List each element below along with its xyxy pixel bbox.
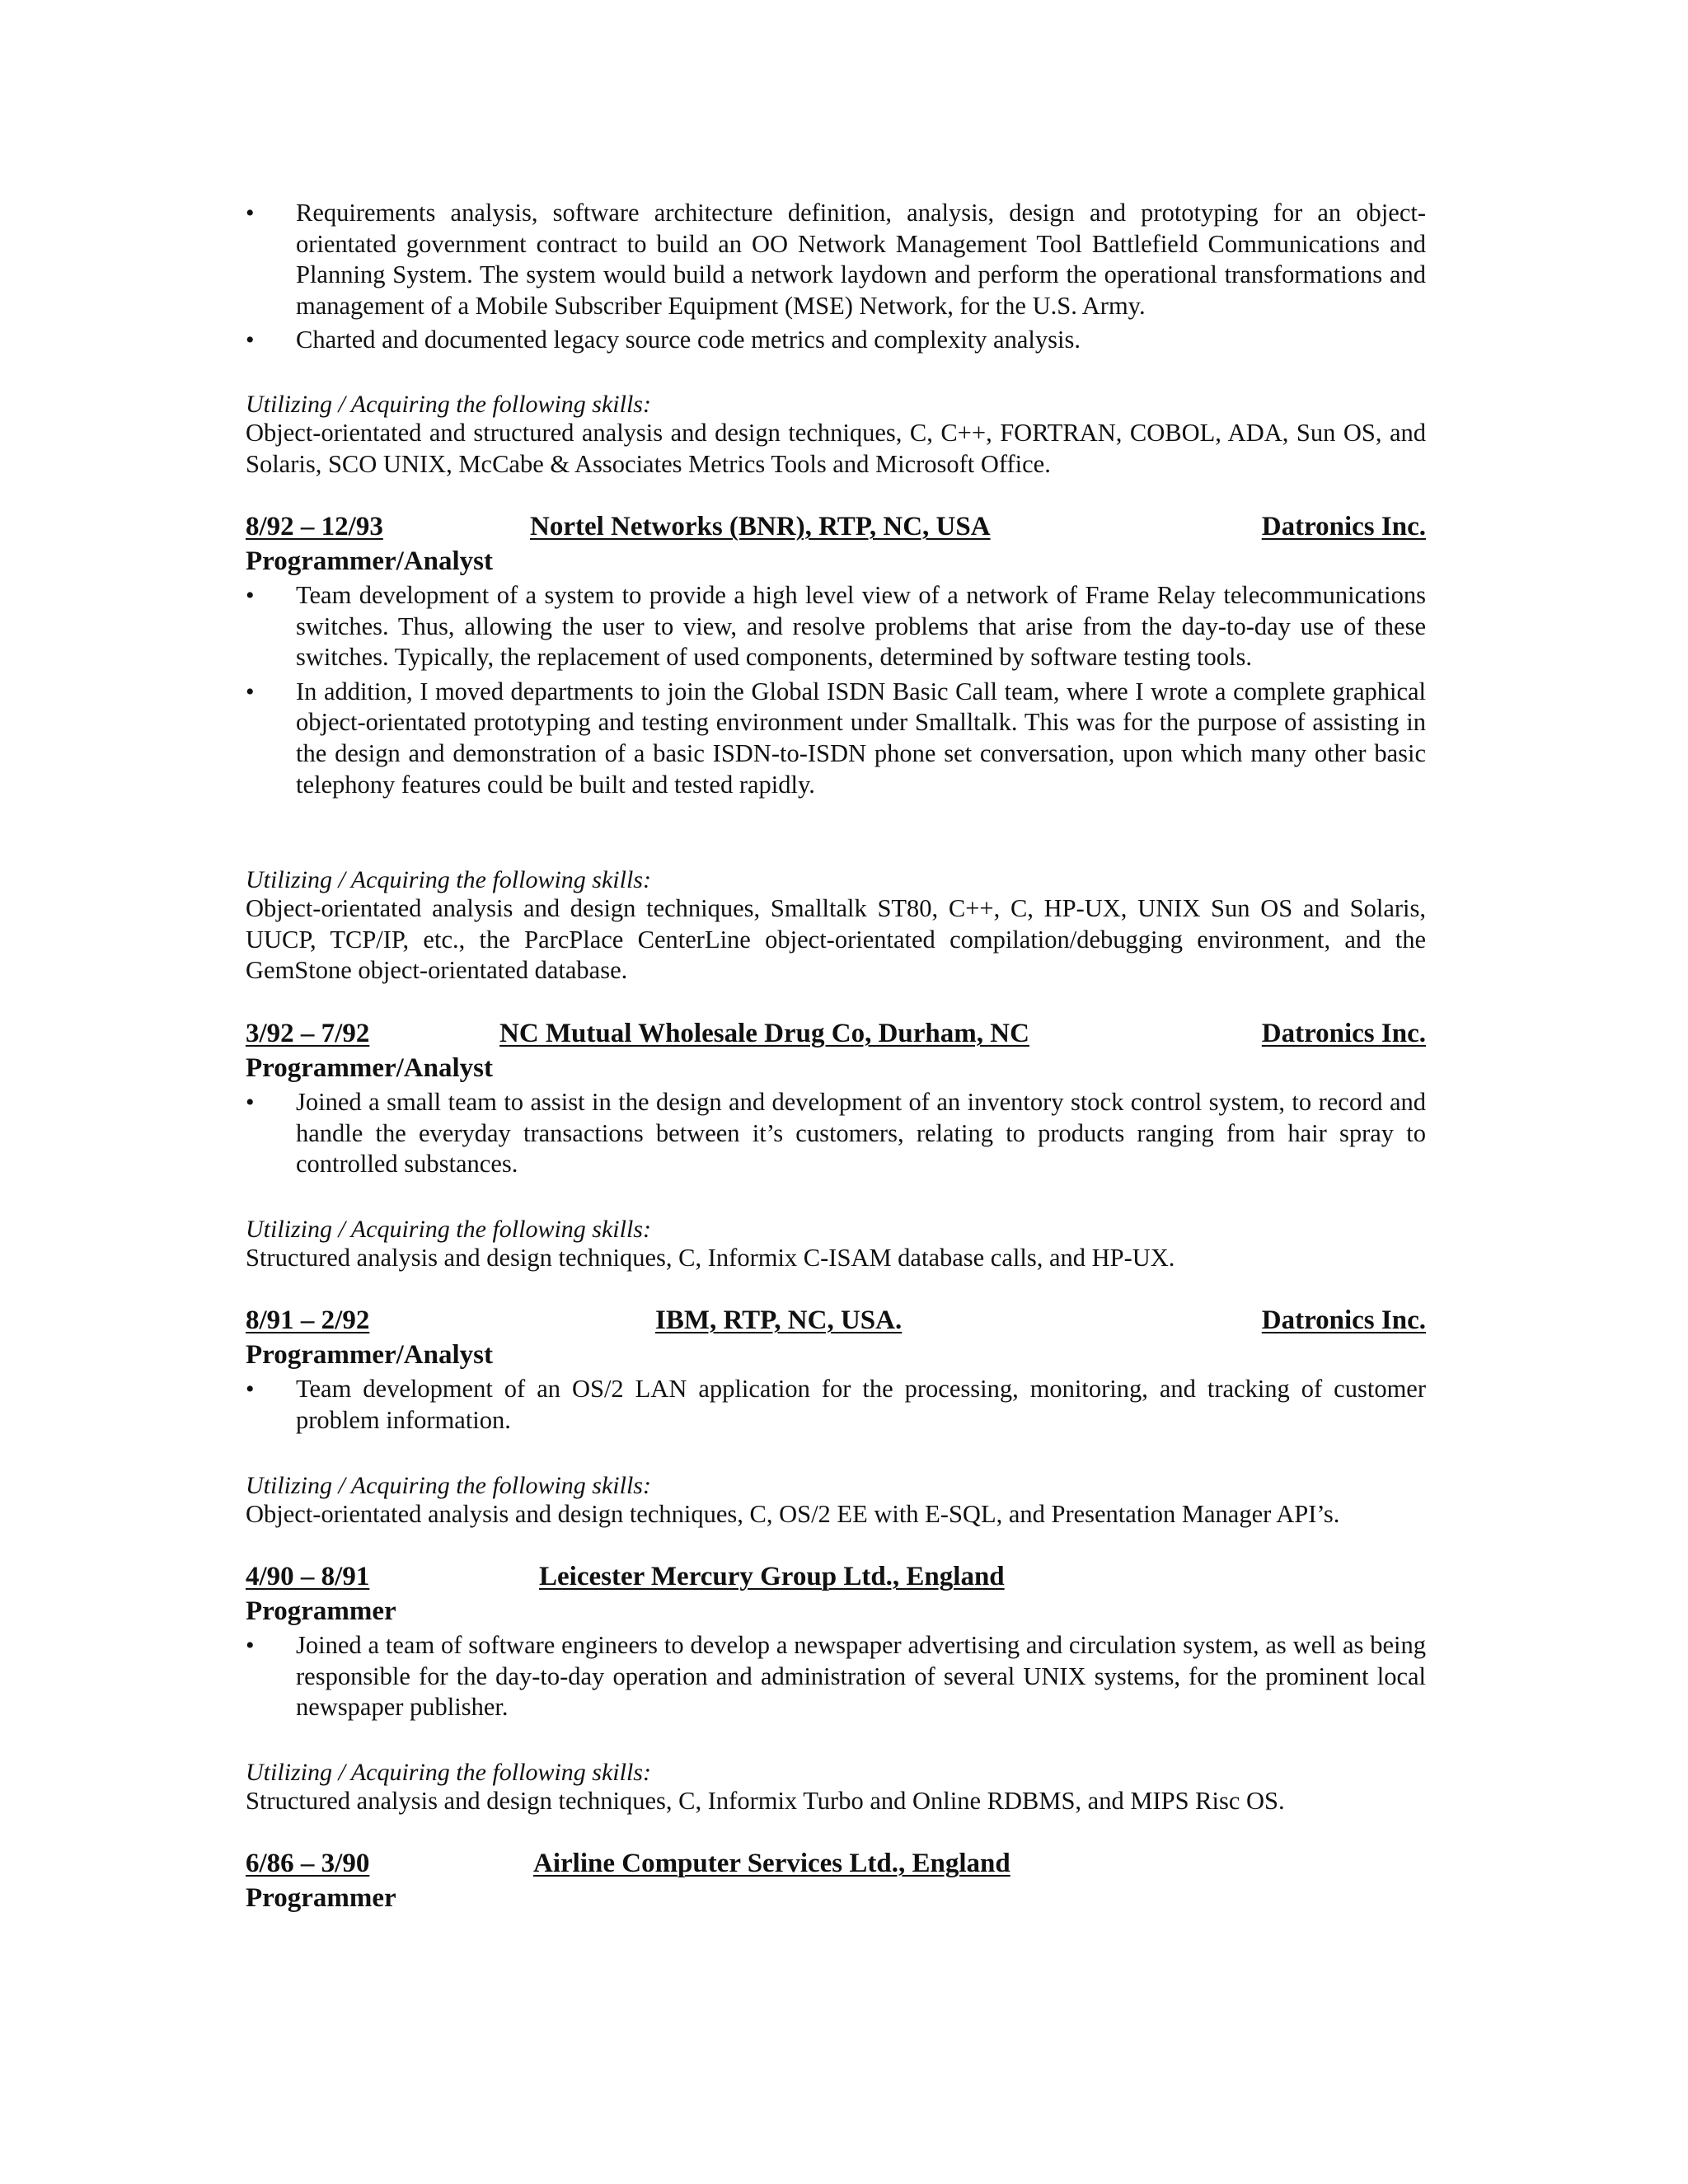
skills-heading: Utilizing / Acquiring the following skills: — [246, 866, 651, 893]
skills-heading: Utilizing / Acquiring the following skills: — [246, 1216, 651, 1243]
job-dates: 4/90 – 8/91 — [246, 1562, 370, 1591]
job-client: Airline Computer Services Ltd., England — [533, 1849, 1010, 1878]
job-title: Programmer — [246, 1883, 396, 1913]
job-company: Datronics Inc. — [1261, 512, 1426, 541]
bullet-item: • Team development of a system to provide a high level view of a network of Frame Relay telecommunications switches. Thus, allowing the user to view, and resolve problems that arise from the day-to-day use of these switches. Typically, the replacement of used components, determined by software testing tools. — [246, 580, 1426, 673]
job-dates: 8/91 – 2/92 — [246, 1305, 370, 1335]
skills-heading: Utilizing / Acquiring the following skills: — [246, 391, 651, 418]
job-title: Programmer/Analyst — [246, 1053, 493, 1083]
job-header — [246, 1845, 1426, 1882]
bullet-item: • Joined a small team to assist in the design and development of an inventory stock control system, to record and handle the everyday transactions between it’s customers, relating to products ranging from hair spray to controlled substances. — [246, 1087, 1426, 1180]
job-header — [246, 1302, 1426, 1338]
skills-heading: Utilizing / Acquiring the following skills: — [246, 1472, 651, 1499]
job-client: Leicester Mercury Group Ltd., England — [539, 1562, 1005, 1591]
bullet-item: • Team development of an OS/2 LAN application for the processing, monitoring, and tracking of customer problem information. — [246, 1374, 1426, 1436]
job-dates: 6/86 – 3/90 — [246, 1849, 370, 1878]
job-client: Nortel Networks (BNR), RTP, NC, USA — [530, 512, 991, 541]
skills-text: Object-orientated and structured analysis and design techniques, C, C++, FORTRAN, COBOL, ADA, Sun OS, and Solaris, SCO UNIX, McCabe & Associates Metrics Tools and Microsoft Office. — [246, 419, 1426, 478]
job-title: Programmer — [246, 1596, 396, 1626]
job-dates: 8/92 – 12/93 — [246, 512, 383, 541]
bullet-item: • Joined a team of software engineers to develop a newspaper advertising and circulation system, as well as being responsible for the day-to-day operation and administration of several UNIX systems, for the prominent local newspaper publisher. — [246, 1630, 1426, 1723]
skills-heading: Utilizing / Acquiring the following skills: — [246, 1759, 651, 1786]
job-header — [246, 1558, 1426, 1595]
job-header — [246, 1015, 1426, 1052]
skills-text: Structured analysis and design techniques, C, Informix C-ISAM database calls, and HP-UX. — [246, 1244, 1175, 1272]
bullet-item: • In addition, I moved departments to join the Global ISDN Basic Call team, where I wrote a complete graphical object-orientated prototyping and testing environment under Smalltalk. This was for the purpose of assisting in the design and demonstration of a basic ISDN-to-ISDN phone set conversation, upon which many other basic telephony features could be built and tested rapidly. — [246, 677, 1426, 800]
job-bullet-list — [246, 1374, 1426, 1439]
job-bullet-list — [246, 1630, 1426, 1727]
intro-bullet-list — [246, 198, 1426, 359]
job-client: NC Mutual Wholesale Drug Co, Durham, NC — [499, 1019, 1029, 1048]
job-title: Programmer/Analyst — [246, 546, 493, 576]
job-bullet-list — [246, 1087, 1426, 1183]
job-title: Programmer/Analyst — [246, 1340, 493, 1370]
job-client: IBM, RTP, NC, USA. — [655, 1305, 903, 1335]
skills-text: Object-orientated analysis and design techniques, Smalltalk ST80, C++, C, HP-UX, UNIX Sun OS and Solaris, UUCP, TCP/IP, etc., the ParcPlace CenterLine object-orientated compilation/debugging environment, and the GemStone object-orientated database. — [246, 894, 1426, 985]
job-company: Datronics Inc. — [1261, 1305, 1426, 1335]
job-header — [246, 509, 1426, 545]
job-company: Datronics Inc. — [1261, 1019, 1426, 1048]
job-dates: 3/92 – 7/92 — [246, 1019, 370, 1048]
job-bullet-list — [246, 580, 1426, 804]
bullet-item: • Charted and documented legacy source code metrics and complexity analysis. — [246, 325, 1426, 356]
skills-text: Structured analysis and design techniques, C, Informix Turbo and Online RDBMS, and MIPS Risc OS. — [246, 1787, 1285, 1815]
skills-text: Object-orientated analysis and design techniques, C, OS/2 EE with E-SQL, and Presentation Manager API’s. — [246, 1500, 1340, 1528]
bullet-item: • Requirements analysis, software architecture definition, analysis, design and prototyping for an object-orientated government contract to build an OO Network Management Tool Battlefield Communications and Planning System. The system would build a network laydown and perform the operational transformations and management of a Mobile Subscriber Equipment (MSE) Network, for the U.S. Army. — [246, 198, 1426, 321]
